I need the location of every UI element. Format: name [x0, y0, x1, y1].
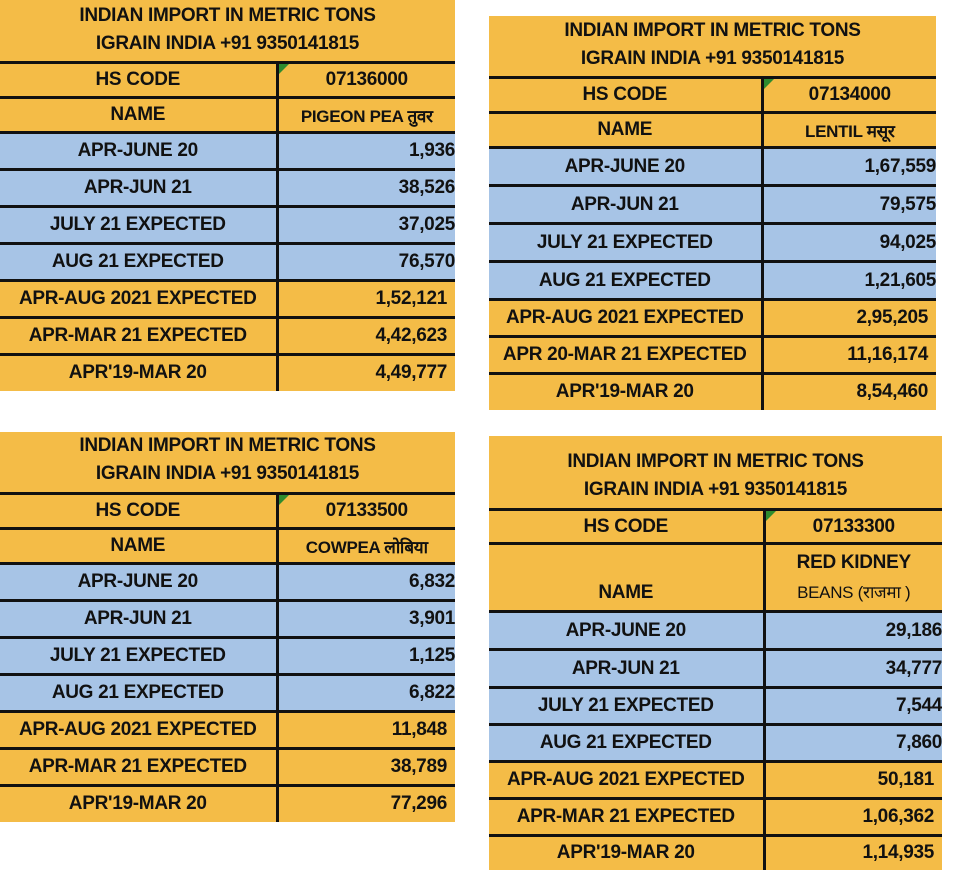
hs-code-label: HS CODE	[0, 63, 277, 98]
row-label: AUG 21 EXPECTED	[489, 262, 762, 300]
row-label: APR-AUG 2021 EXPECTED	[0, 712, 277, 749]
name-label: NAME	[489, 113, 762, 148]
row-value: 2,95,205	[762, 300, 936, 337]
name-label: NAME	[0, 98, 277, 133]
table-subtitle: IGRAIN INDIA +91 9350141815	[580, 48, 845, 69]
row-value: 1,14,935	[764, 836, 942, 870]
row-value: 34,777	[764, 650, 942, 688]
row-value: 79,575	[762, 186, 936, 224]
name-label: NAME	[489, 544, 764, 612]
row-label: APR-MAR 21 EXPECTED	[0, 749, 277, 786]
row-value: 4,49,777	[277, 355, 455, 391]
row-value: 1,06,362	[764, 799, 942, 836]
table-row	[489, 148, 936, 186]
cell-flag-icon	[279, 495, 289, 505]
row-value: 1,936	[277, 133, 455, 170]
cell-flag-icon	[279, 64, 289, 74]
hs-code-row	[0, 63, 455, 98]
row-label: APR-JUN 21	[0, 601, 277, 638]
row-value: 1,125	[277, 638, 455, 675]
table-title: INDIAN IMPORT IN METRIC TONS	[564, 20, 861, 41]
data-grid	[0, 492, 455, 822]
table-row	[489, 762, 942, 799]
table-row	[0, 712, 455, 749]
table-row	[0, 601, 455, 638]
data-grid	[0, 61, 455, 391]
row-value: 7,860	[764, 725, 942, 762]
data-grid	[489, 76, 936, 410]
table-row	[489, 262, 936, 300]
row-label: APR-JUNE 20	[489, 148, 762, 186]
row-value: 3,901	[277, 601, 455, 638]
name-row	[489, 544, 942, 612]
table-row	[489, 337, 936, 374]
table-row	[489, 688, 942, 725]
hs-code-value: 07134000	[808, 84, 891, 105]
row-label: APR-JUNE 20	[0, 133, 277, 170]
row-label: AUG 21 EXPECTED	[489, 725, 764, 762]
row-label: AUG 21 EXPECTED	[0, 675, 277, 712]
table-row	[489, 650, 942, 688]
row-label: AUG 21 EXPECTED	[0, 244, 277, 281]
row-value: 1,67,559	[762, 148, 936, 186]
row-value: 4,42,623	[277, 318, 455, 355]
row-label: JULY 21 EXPECTED	[0, 207, 277, 244]
table-row	[0, 244, 455, 281]
hs-code-label: HS CODE	[489, 510, 764, 544]
row-label: APR-JUN 21	[0, 170, 277, 207]
table-row	[0, 564, 455, 601]
commodity-name: LENTIL मसूर	[762, 113, 936, 148]
table-row	[0, 355, 455, 391]
commodity-name: PIGEON PEA तुवर	[277, 98, 455, 133]
table-row	[489, 725, 942, 762]
cowpea-import-table	[0, 432, 455, 822]
row-value: 6,832	[277, 564, 455, 601]
table-row	[489, 799, 942, 836]
commodity-name-line1: RED KIDNEY	[796, 551, 911, 573]
table-subtitle: IGRAIN INDIA +91 9350141815	[95, 33, 360, 54]
table-row	[489, 374, 936, 410]
table-title: INDIAN IMPORT IN METRIC TONS	[79, 5, 376, 26]
row-label: JULY 21 EXPECTED	[489, 688, 764, 725]
row-label: APR-JUNE 20	[489, 612, 764, 650]
name-row	[0, 529, 455, 564]
table-row	[489, 836, 942, 870]
hs-code-label: HS CODE	[489, 78, 762, 113]
row-value: 8,54,460	[762, 374, 936, 410]
row-label: JULY 21 EXPECTED	[489, 224, 762, 262]
table-row	[0, 133, 455, 170]
hs-code-row	[489, 510, 942, 544]
table-subtitle: IGRAIN INDIA +91 9350141815	[95, 463, 360, 484]
row-label: APR-JUN 21	[489, 186, 762, 224]
data-grid	[489, 508, 942, 870]
hs-code-value: 07133500	[325, 500, 408, 521]
row-label: APR-MAR 21 EXPECTED	[489, 799, 764, 836]
commodity-name-line2: BEANS (राजमा )	[797, 582, 911, 602]
row-label: APR'19-MAR 20	[0, 786, 277, 822]
name-row	[0, 98, 455, 133]
table-row	[0, 675, 455, 712]
row-label: APR 20-MAR 21 EXPECTED	[489, 337, 762, 374]
table-row	[489, 224, 936, 262]
row-label: APR'19-MAR 20	[489, 836, 764, 870]
row-value: 11,16,174	[762, 337, 936, 374]
row-value: 37,025	[277, 207, 455, 244]
table-row	[0, 318, 455, 355]
row-label: JULY 21 EXPECTED	[0, 638, 277, 675]
row-value: 7,544	[764, 688, 942, 725]
hs-code-row	[489, 78, 936, 113]
table-row	[489, 186, 936, 224]
row-value: 11,848	[277, 712, 455, 749]
table-title: INDIAN IMPORT IN METRIC TONS	[567, 451, 864, 472]
row-label: APR'19-MAR 20	[489, 374, 762, 410]
table-row	[0, 749, 455, 786]
row-value: 76,570	[277, 244, 455, 281]
table-row	[489, 300, 936, 337]
table-row	[489, 612, 942, 650]
row-value: 1,52,121	[277, 281, 455, 318]
table-row	[0, 281, 455, 318]
name-row	[489, 113, 936, 148]
row-value: 1,21,605	[762, 262, 936, 300]
hs-code-value: 07133300	[812, 515, 895, 537]
cell-flag-icon	[766, 511, 776, 521]
row-value: 6,822	[277, 675, 455, 712]
table-row	[0, 170, 455, 207]
lentil-import-table	[489, 16, 936, 406]
table-row	[0, 786, 455, 822]
table-subtitle: IGRAIN INDIA +91 9350141815	[583, 479, 848, 500]
commodity-name: COWPEA लोबिया	[277, 529, 455, 564]
row-label: APR-AUG 2021 EXPECTED	[489, 762, 764, 799]
row-label: APR-MAR 21 EXPECTED	[0, 318, 277, 355]
hs-code-row	[0, 494, 455, 529]
row-label: APR'19-MAR 20	[0, 355, 277, 391]
red-kidney-beans-import-table	[489, 436, 942, 868]
row-value: 50,181	[764, 762, 942, 799]
hs-code-value: 07136000	[325, 69, 408, 90]
row-value: 38,526	[277, 170, 455, 207]
row-value: 94,025	[762, 224, 936, 262]
row-label: APR-AUG 2021 EXPECTED	[0, 281, 277, 318]
row-label: APR-JUNE 20	[0, 564, 277, 601]
row-label: APR-AUG 2021 EXPECTED	[489, 300, 762, 337]
table-row	[0, 207, 455, 244]
row-value: 29,186	[764, 612, 942, 650]
row-value: 38,789	[277, 749, 455, 786]
table-row	[0, 638, 455, 675]
row-label: APR-JUN 21	[489, 650, 764, 688]
hs-code-label: HS CODE	[0, 494, 277, 529]
name-label: NAME	[0, 529, 277, 564]
row-value: 77,296	[277, 786, 455, 822]
table-title: INDIAN IMPORT IN METRIC TONS	[79, 435, 376, 456]
cell-flag-icon	[764, 79, 774, 89]
pigeon-pea-import-table	[0, 0, 455, 385]
